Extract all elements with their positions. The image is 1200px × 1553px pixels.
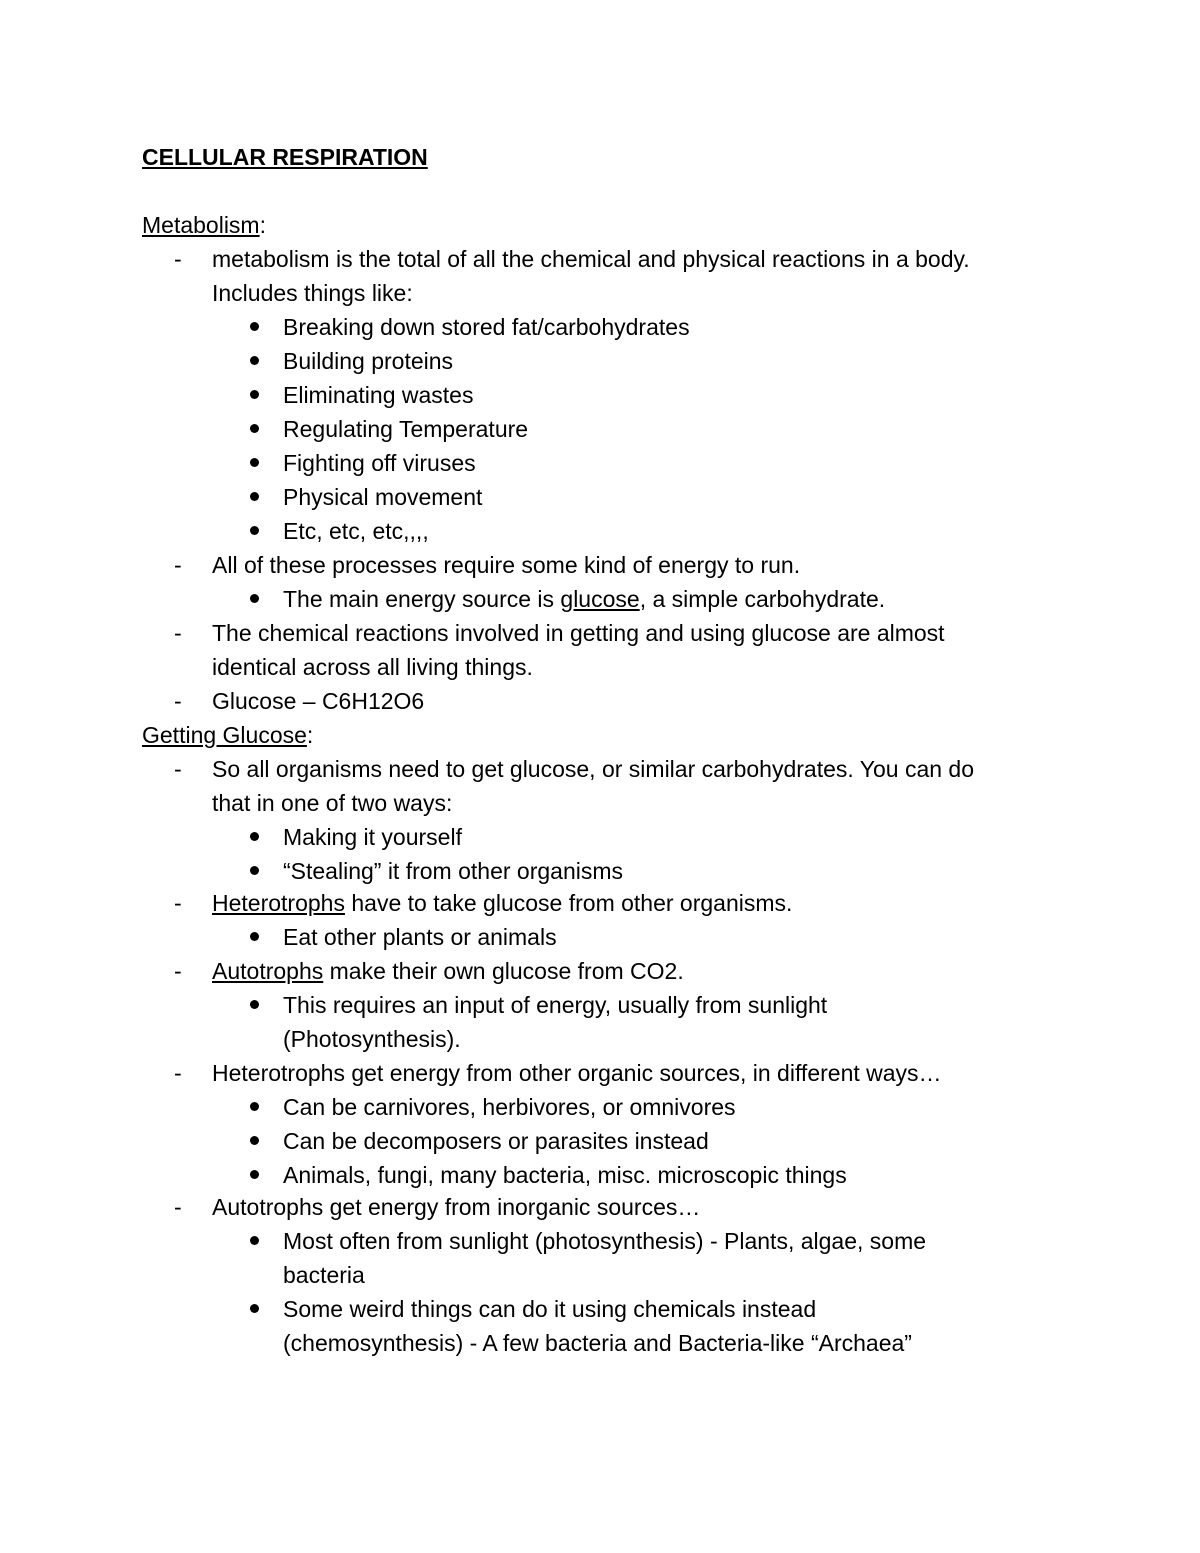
page-title: CELLULAR RESPIRATION	[142, 144, 428, 170]
sub-list-item: Animals, fungi, many bacteria, misc. microscopic things	[283, 1162, 847, 1188]
heading-colon: :	[306, 722, 314, 748]
sub-list-item: Can be carnivores, herbivores, or omnivores	[283, 1094, 736, 1120]
bullet-icon	[250, 492, 259, 501]
dash-marker: -	[174, 552, 182, 578]
bullet-icon	[250, 1000, 259, 1009]
dash-marker: -	[174, 890, 182, 916]
term-description: make their own glucose from CO2.	[323, 958, 684, 984]
rich-text-pre: The main energy source is	[283, 586, 561, 612]
sub-list-item: Can be decomposers or parasites instead	[283, 1128, 709, 1154]
bullet-icon	[250, 458, 259, 467]
term-description: have to take glucose from other organisms.	[344, 890, 793, 916]
autotrophs-term: Autotrophs	[212, 958, 324, 984]
rich-text-post: , a simple carbohydrate.	[639, 586, 886, 612]
list-item-text: All of these processes require some kind of energy to run.	[212, 552, 801, 578]
bullet-icon	[250, 594, 259, 603]
dash-marker: -	[174, 958, 182, 984]
sub-list-item: Eat other plants or animals	[283, 924, 557, 950]
heading-text: Getting Glucose	[142, 722, 307, 748]
bullet-icon	[250, 932, 259, 941]
dash-marker: -	[174, 1060, 182, 1086]
bullet-icon	[250, 424, 259, 433]
sub-list-item: Building proteins	[283, 348, 454, 374]
dash-marker: -	[174, 246, 182, 272]
bullet-icon	[250, 866, 259, 875]
dash-marker: -	[174, 756, 182, 782]
sub-list-item: This requires an input of energy, usually from sunlight	[283, 992, 828, 1018]
bullet-icon	[250, 1102, 259, 1111]
bullet-icon	[250, 1304, 259, 1313]
bullet-icon	[250, 1136, 259, 1145]
bullet-icon	[250, 1236, 259, 1245]
sub-list-item: Regulating Temperature	[283, 416, 529, 442]
section-heading-metabolism	[142, 208, 266, 242]
list-item-text: So all organisms need to get glucose, or similar carbohydrates. You can do	[212, 756, 974, 782]
bullet-icon	[250, 526, 259, 535]
sub-list-item: Etc, etc, etc,,,,	[283, 518, 429, 544]
list-item-text: Heterotrophs get energy from other organic sources, in different ways…	[212, 1060, 942, 1086]
sub-list-item: Physical movement	[283, 484, 483, 510]
bullet-icon	[250, 832, 259, 841]
sub-list-item: (Photosynthesis).	[283, 1026, 461, 1052]
dash-marker: -	[174, 620, 182, 646]
sub-list-item: Eliminating wastes	[283, 382, 474, 408]
sub-list-item: “Stealing” it from other organisms	[283, 858, 624, 884]
bullet-icon	[250, 1170, 259, 1179]
sub-list-item	[283, 582, 885, 616]
list-item-text: Autotrophs get energy from inorganic sources…	[212, 1194, 701, 1220]
dash-marker: -	[174, 688, 182, 714]
sub-list-item: Fighting off viruses	[283, 450, 476, 476]
dash-marker: -	[174, 1194, 182, 1220]
bullet-icon	[250, 356, 259, 365]
sub-list-item: Making it yourself	[283, 824, 462, 850]
sub-list-item: bacteria	[283, 1262, 365, 1288]
list-item-text: metabolism is the total of all the chemical and physical reactions in a body.	[212, 246, 970, 272]
section-heading-getting-glucose	[142, 718, 313, 752]
sub-list-item: (chemosynthesis) - A few bacteria and Bacteria-like “Archaea”	[283, 1330, 912, 1356]
list-item-text: Includes things like:	[212, 280, 413, 306]
glucose-term: glucose	[560, 586, 640, 612]
list-item-text: identical across all living things.	[212, 654, 533, 680]
list-item-text: The chemical reactions involved in getting and using glucose are almost	[212, 620, 945, 646]
list-item-text: that in one of two ways:	[212, 790, 453, 816]
list-item-text	[212, 886, 792, 920]
heading-colon: :	[259, 212, 266, 238]
heading-text: Metabolism	[142, 212, 260, 238]
list-item-text: Glucose – C6H12O6	[212, 688, 425, 714]
sub-list-item: Breaking down stored fat/carbohydrates	[283, 314, 690, 340]
heterotrophs-term: Heterotrophs	[212, 890, 345, 916]
bullet-icon	[250, 322, 259, 331]
sub-list-item: Some weird things can do it using chemicals instead	[283, 1296, 817, 1322]
sub-list-item: Most often from sunlight (photosynthesis) - Plants, algae, some	[283, 1228, 927, 1254]
list-item-text	[212, 954, 684, 988]
bullet-icon	[250, 390, 259, 399]
